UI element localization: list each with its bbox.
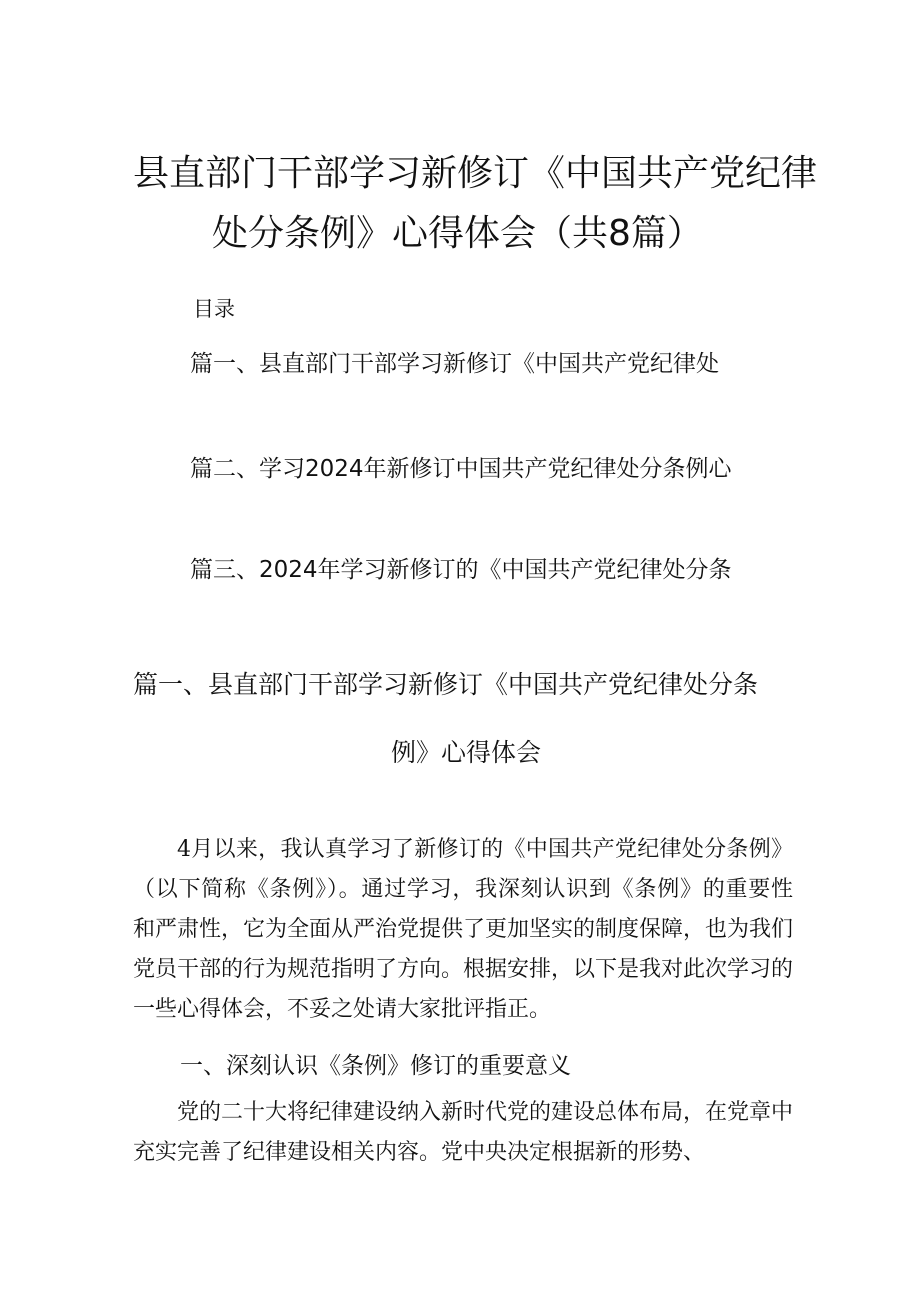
document-title-line-1: 县直部门干部学习新修订《中国共产党纪律 xyxy=(133,153,818,194)
subheading-1: 一、深刻认识《条例》修订的重要意义 xyxy=(180,1053,571,1079)
section-title-line-1: 篇一、县直部门干部学习新修订《中国共产党纪律处分条 xyxy=(133,670,759,699)
section-title-line-2: 例》心得体会 xyxy=(391,738,542,767)
body-paragraph-1: 4月以来，我认真学习了新修订的《中国共产党纪律处分条例》（以下简称《条例》）。通过学习，我深刻认识到《条例》的重要性和严肃性，它为全面从严治党提供了更加坚实的制度保障，也为我们党员干部的行为规范指明了方向。根据安排，以下是我对此次学习的一些心得体会，不妥之处请大家批评指正。 xyxy=(133,837,794,1022)
document-title-line-2: 处分条例》心得体会（共8篇） xyxy=(212,213,703,254)
toc-item-3[interactable]: 篇三、2024年学习新修订的《中国共产党纪律处分条 xyxy=(190,557,732,583)
toc-item-2[interactable]: 篇二、学习2024年新修订中国共产党纪律处分条例心 xyxy=(190,456,732,482)
toc-item-1[interactable]: 篇一、县直部门干部学习新修订《中国共产党纪律处 xyxy=(190,351,719,377)
body-paragraph-2: 党的二十大将纪律建设纳入新时代党的建设总体布局，在党章中充实完善了纪律建设相关内容。党中央决定根据新的形势、 xyxy=(133,1100,794,1165)
toc-label: 目录 xyxy=(193,297,235,321)
